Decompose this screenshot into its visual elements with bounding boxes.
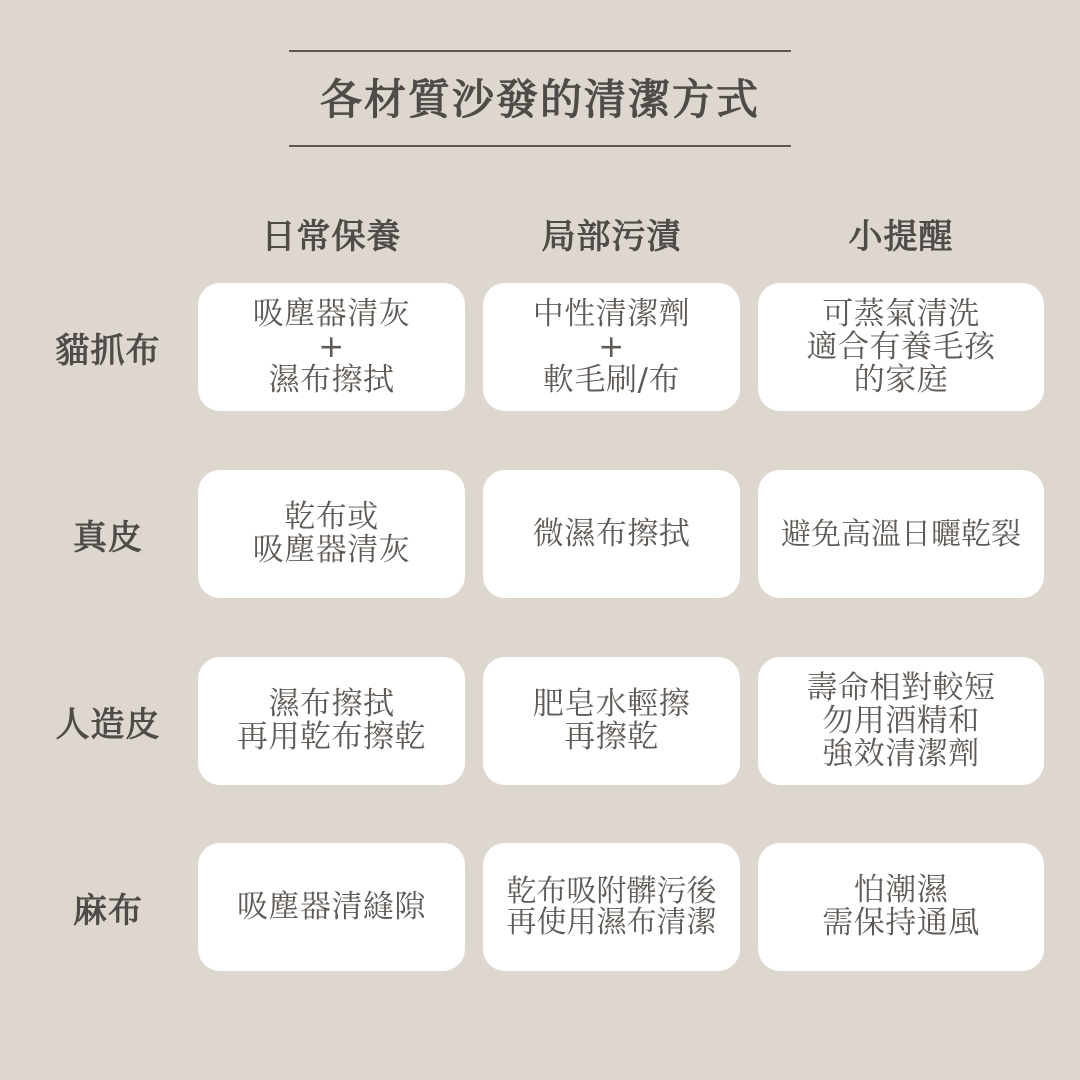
cell-text: 乾布吸附髒污後 再使用濕布清潔 xyxy=(506,874,717,940)
cell-text: 避免高溫日曬乾裂 xyxy=(781,516,1021,552)
cell-text: 可蒸氣清洗 適合有養毛孩 的家庭 xyxy=(806,295,996,398)
table-cell xyxy=(483,843,740,971)
cell-text: 吸塵器清縫隙 xyxy=(237,888,426,925)
table-cell xyxy=(483,657,740,785)
cell-text: 濕布擦拭 再用乾布擦乾 xyxy=(237,686,426,755)
table-cell xyxy=(198,657,465,785)
title-bottom-rule xyxy=(289,145,791,147)
column-header-stains: 局部污漬 xyxy=(541,217,682,257)
table-cell xyxy=(483,470,740,598)
cell-text: 吸塵器清灰 + 濕布擦拭 xyxy=(252,295,411,398)
row-label-genuine-leather: 真皮 xyxy=(73,517,143,558)
cell-text: 乾布或 吸塵器清灰 xyxy=(252,499,411,568)
title-top-rule xyxy=(289,50,791,52)
cell-text: 肥皂水輕擦 再擦乾 xyxy=(532,686,691,755)
cell-text: 壽命相對較短 勿用酒精和 強效清潔劑 xyxy=(806,669,996,772)
row-label-faux-leather: 人造皮 xyxy=(55,704,161,745)
row-label-cat-scratch-fabric: 貓抓布 xyxy=(55,330,161,371)
table-cell xyxy=(758,657,1044,785)
table-cell xyxy=(758,283,1044,411)
cell-text: 微濕布擦拭 xyxy=(532,515,691,552)
table-cell xyxy=(483,283,740,411)
cell-text: 中性清潔劑 + 軟毛刷/布 xyxy=(532,295,691,398)
column-header-tips: 小提醒 xyxy=(848,217,954,257)
table-cell xyxy=(198,470,465,598)
table-cell xyxy=(758,470,1044,598)
page-title: 各材質沙發的清潔方式 xyxy=(319,75,760,124)
column-header-daily-care: 日常保養 xyxy=(261,217,402,257)
cell-text: 怕潮濕 需保持通風 xyxy=(822,872,980,941)
table-cell xyxy=(198,283,465,411)
row-label-linen: 麻布 xyxy=(73,890,143,931)
table-cell xyxy=(198,843,465,971)
table-cell xyxy=(758,843,1044,971)
